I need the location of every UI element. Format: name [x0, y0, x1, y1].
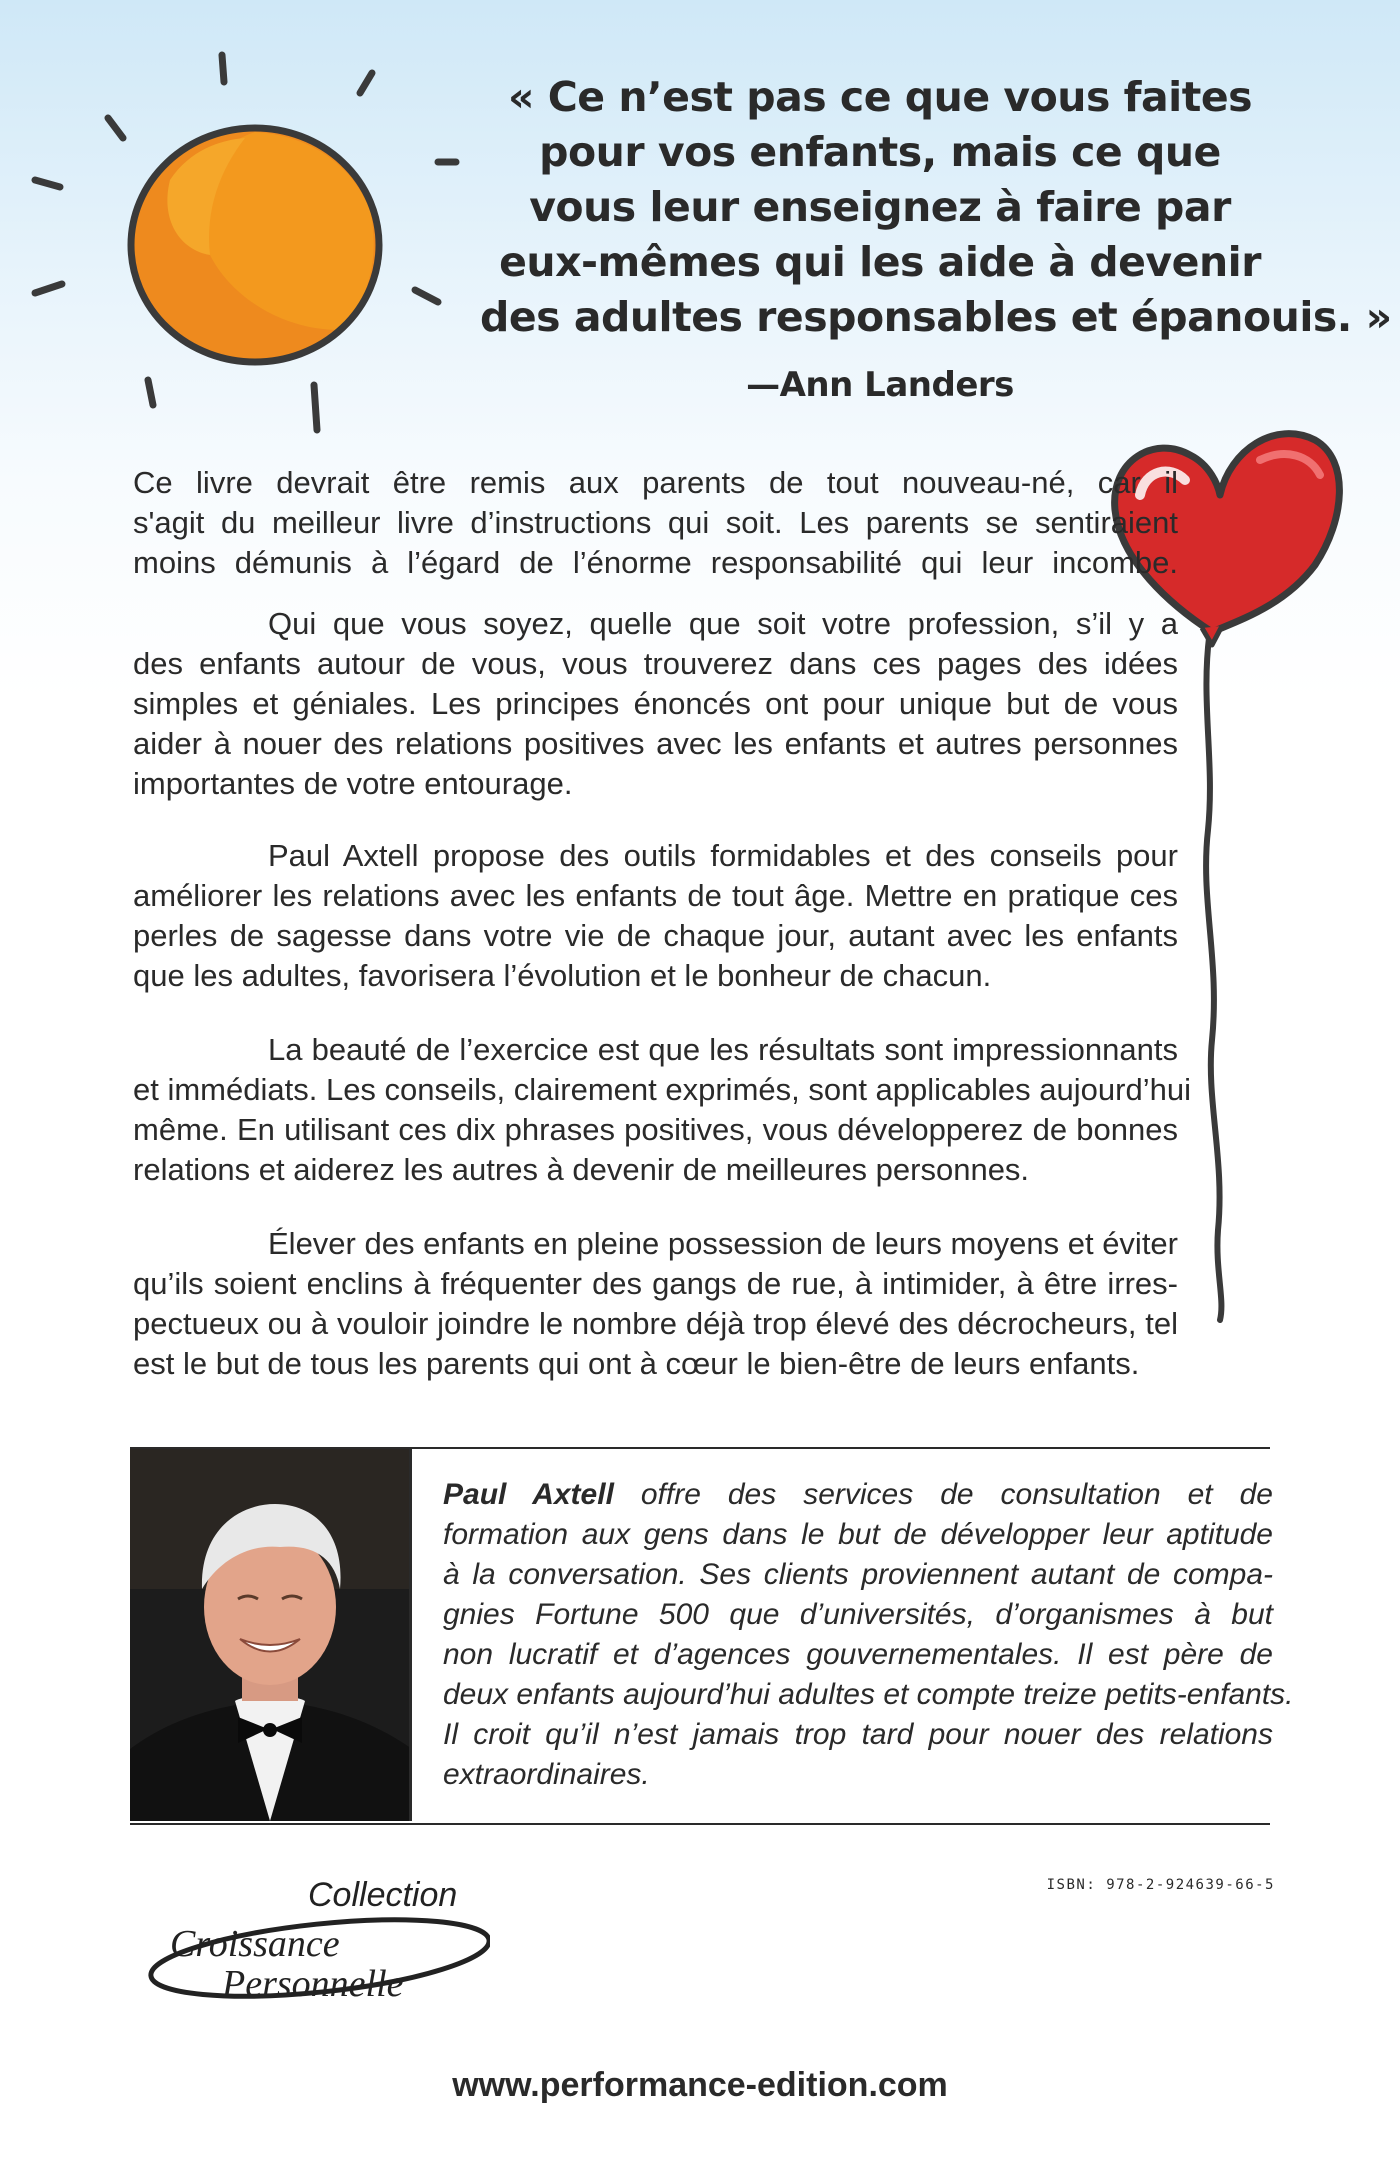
text-line: aider à nouer des relations positives avec les enfants et autres personnes	[133, 726, 1178, 761]
bio-line	[443, 1475, 1273, 1515]
author-bottom-rule	[130, 1823, 1270, 1825]
text-line: qu’ils soient enclins à fréquenter des gangs de rue, à intimider, à être irres-	[133, 1266, 1178, 1301]
text-line: Ce livre devrait être remis aux parents de tout nouveau-né, car il	[133, 465, 1178, 500]
quote-attribution: —Ann Landers	[746, 365, 1014, 405]
text-line: moins démunis à l’égard de l’énorme responsabilité qui leur incombe.	[133, 545, 1178, 580]
text-line: améliorer les relations avec les enfants de tout âge. Mettre en pratique ces	[133, 878, 1178, 913]
website-url[interactable]: www.performance-edition.com	[452, 2066, 948, 2104]
bio-line: deux enfants aujourd’hui adultes et compte treize petits-enfants.	[443, 1678, 1294, 1711]
collection-logo	[130, 1870, 490, 2010]
quote-line: vous leur enseignez à faire par	[529, 183, 1231, 231]
bio-line: formation aux gens dans le but de développer leur aptitude	[443, 1518, 1273, 1551]
bio-line: gnies Fortune 500 que d’universités, d’organismes à but	[443, 1598, 1273, 1631]
text-line: Qui que vous soyez, quelle que soit votre profession, s’il y a	[268, 606, 1178, 641]
isbn: ISBN: 978-2-924639-66-5	[1046, 1877, 1275, 1893]
text-line: s'agit du meilleur livre d’instructions qui soit. Les parents se sentiraient	[133, 505, 1178, 540]
bio-line-rest: offre des services de consultation et de	[613, 1478, 1273, 1511]
text-line: que les adultes, favorisera l’évolution et le bonheur de chacun.	[133, 958, 992, 993]
bio-line: Il croit qu’il n’est jamais trop tard pour nouer des relations	[443, 1718, 1273, 1751]
text-line: Paul Axtell propose des outils formidables et des conseils pour	[268, 838, 1178, 873]
author-bio	[443, 1475, 1294, 1795]
text-line: perles de sagesse dans votre vie de chaque jour, autant avec les enfants	[133, 918, 1178, 953]
text-line: des enfants autour de vous, vous trouverez dans ces pages des idées	[133, 646, 1178, 681]
text-line: est le but de tous les parents qui ont à cœur le bien-être de leurs enfants.	[133, 1346, 1140, 1381]
logo-line2: Personnelle	[222, 1963, 404, 2005]
text-line: importantes de votre entourage.	[133, 766, 573, 801]
paragraph-1	[133, 463, 1178, 583]
bio-line: non lucratif et d’agences gouvernementales. Il est père de	[443, 1638, 1273, 1671]
paragraph-5	[133, 1224, 1178, 1384]
quote-line: pour vos enfants, mais ce que	[539, 128, 1221, 176]
text-line: relations et aiderez les autres à devenir de meilleures personnes.	[133, 1152, 1030, 1187]
text-line: même. En utilisant ces dix phrases positives, vous développerez de bonnes	[133, 1112, 1178, 1147]
sun-body	[131, 128, 379, 362]
quote-block	[480, 70, 1392, 345]
bio-line: extraordinaires.	[443, 1758, 650, 1791]
quote-line: « Ce n’est pas ce que vous faites	[507, 73, 1253, 121]
text-line: et immédiats. Les conseils, clairement exprimés, sont applicables aujourd’hui	[133, 1072, 1191, 1107]
author-photo	[130, 1449, 412, 1821]
bio-line: à la conversation. Ses clients proviennent autant de compa-	[443, 1558, 1273, 1591]
logo-line1: Croissance	[170, 1923, 340, 1965]
paragraph-4	[133, 1030, 1191, 1190]
quote-line: eux-mêmes qui les aide à devenir	[499, 238, 1261, 286]
author-name: Paul Axtell	[443, 1478, 614, 1511]
text-line: simples et géniales. Les principes énoncés ont pour unique but de vous	[133, 686, 1178, 721]
paragraph-2	[133, 604, 1178, 804]
text-line: pectueux ou à vouloir joindre le nombre déjà trop élevé des décrocheurs, tel	[133, 1306, 1178, 1341]
text-line: La beauté de l’exercice est que les résultats sont impressionnants	[268, 1032, 1178, 1067]
paragraph-3	[133, 836, 1178, 996]
logo-collection-text: Collection	[308, 1876, 458, 1914]
text-line: Élever des enfants en pleine possession de leurs moyens et éviter	[268, 1226, 1178, 1261]
quote-line: des adultes responsables et épanouis. »	[480, 293, 1392, 341]
sun-illustration	[20, 40, 470, 450]
